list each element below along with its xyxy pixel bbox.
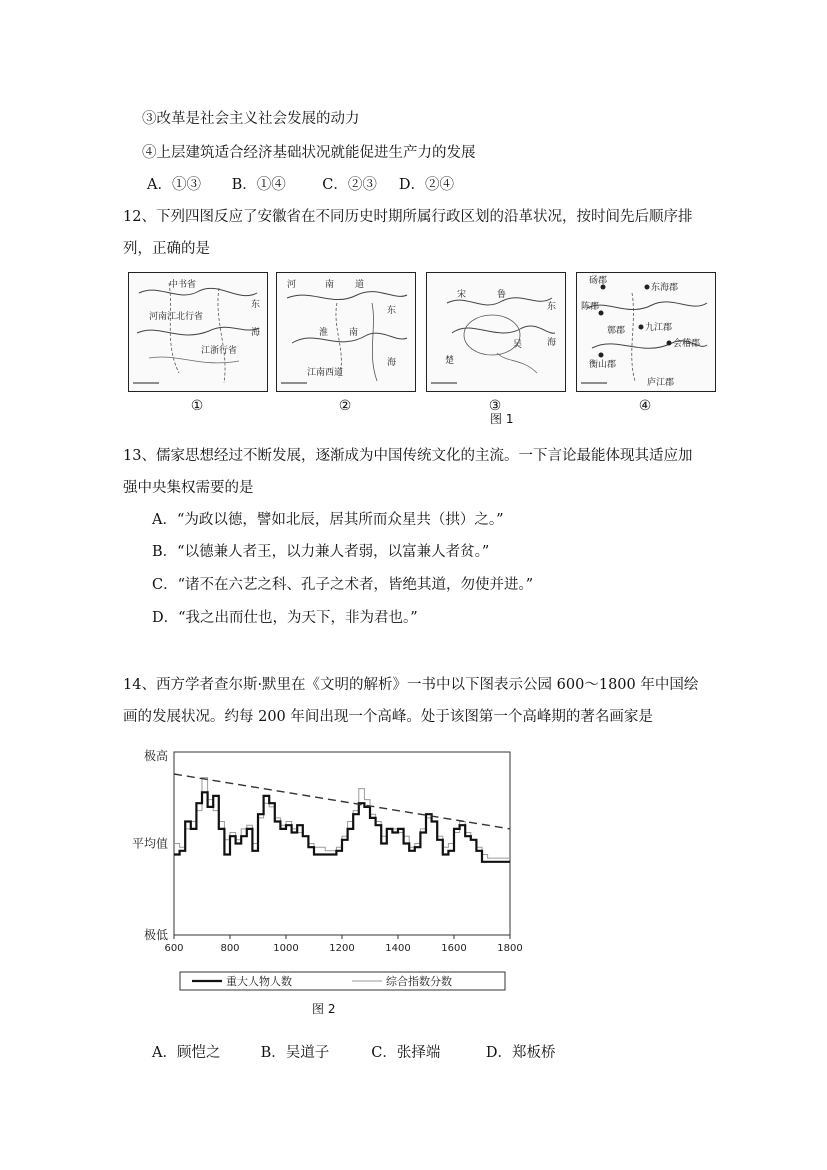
map2-label-8: 海: [387, 358, 397, 368]
x-tick-label-1400: 1400: [385, 943, 411, 954]
q11-option-c[interactable]: C．②③: [322, 177, 377, 193]
q14-option-c[interactable]: C．张择端: [371, 1045, 441, 1061]
q11-option-a[interactable]: A．①③: [147, 177, 201, 193]
map4-label-3: 陈郡: [581, 302, 600, 312]
map3-label-1: 宋: [457, 290, 467, 300]
figure-1-maps: [128, 272, 701, 426]
figure-2-caption: 图 2: [312, 1002, 336, 1016]
legend-label-0: 重大人物人数: [226, 975, 292, 988]
map-4: [576, 272, 716, 392]
q13-option-a[interactable]: A．“为政以德，譬如北辰，居其所而众星共（拱）之。”: [152, 512, 504, 528]
map-3: [426, 272, 566, 392]
q11-option-b[interactable]: B．①④: [231, 177, 286, 193]
x-tick-label-1000: 1000: [273, 943, 299, 954]
map2-label-2: 南: [325, 280, 335, 290]
q13-option-d[interactable]: D．“我之出而仕也，为天下，非为君也。”: [152, 610, 418, 626]
map2-label-5: 南: [349, 328, 359, 338]
map3-label-2: 鲁: [497, 290, 507, 300]
map1-label-1: 中书省: [169, 280, 197, 290]
series-line-2: [174, 774, 510, 829]
map1-label-5: 海: [251, 328, 261, 338]
q11-options: [147, 173, 454, 194]
map-1: [128, 272, 268, 392]
y-label-0: 极高: [143, 749, 168, 763]
map1-label-2: 河南江北行省: [149, 312, 204, 322]
map4-label-2: 东海郡: [651, 283, 679, 293]
map3-label-3: 吴: [513, 340, 523, 350]
q13-stem-line1: 13、儒家思想经过不断发展，逐渐成为中国传统文化的主流。一下言论最能体现其适应加: [123, 448, 693, 464]
map2-label-3: 道: [355, 280, 365, 290]
q13-stem-line2: 强中央集权需要的是: [123, 480, 254, 496]
map1-label-3: 江浙行省: [201, 346, 238, 356]
q14-stem-line2: 画的发展状况。约每 200 年间出现一个高峰。处于该图第一个高峰期的著名画家是: [123, 709, 653, 725]
map2-label-4: 淮: [319, 328, 329, 338]
map-2-number: ②: [338, 398, 352, 414]
map3-label-4: 楚: [445, 356, 455, 366]
q12-stem-line1: 12、下列四图反应了安徽省在不同历史时期所属行政区划的沿革状况，按时间先后顺序排: [123, 209, 693, 225]
q14-stem-line1: 14、西方学者查尔斯·默里在《文明的解析》一书中以下图表示公园 600～1800 年中国绘: [123, 677, 699, 693]
q13-option-c[interactable]: C．“诸不在六艺之科、孔子之术者，皆绝其道，勿使并进。”: [152, 577, 534, 593]
map3-label-6: 海: [547, 338, 557, 348]
q11-item3: ③改革是社会主义社会发展的动力: [142, 111, 360, 127]
q14-options: [152, 1041, 555, 1062]
map-2: [276, 272, 416, 392]
y-label-1: 平均值: [131, 836, 168, 851]
q14-option-a[interactable]: A．顾恺之: [152, 1045, 221, 1061]
map4-label-8: 庐江郡: [647, 378, 675, 388]
map-1-number: ①: [190, 398, 204, 414]
x-tick-label-1200: 1200: [329, 943, 355, 954]
map2-label-1: 河: [287, 280, 297, 290]
q12-stem-line2: 列，正确的是: [123, 241, 210, 257]
map-3-number: ③: [488, 398, 502, 414]
q14-option-d[interactable]: D．郑板桥: [485, 1045, 556, 1061]
q14-option-b[interactable]: B．吴道子: [260, 1045, 330, 1061]
map2-label-7: 东: [387, 306, 397, 316]
figure-2-chart: [130, 740, 530, 1020]
map4-label-4: 九江郡: [645, 323, 673, 333]
map1-label-4: 东: [251, 300, 261, 310]
map2-label-6: 江南西道: [307, 368, 344, 378]
figure-1-caption: 图 1: [490, 412, 514, 426]
q11-item4: ④上层建筑适合经济基础状况就能促进生产力的发展: [142, 145, 476, 161]
y-label-2: 极低: [143, 928, 168, 942]
q11-option-d[interactable]: D．②④: [398, 177, 454, 193]
map4-label-1: 砀郡: [589, 276, 608, 286]
x-tick-label-600: 600: [164, 943, 184, 954]
x-tick-label-1800: 1800: [497, 943, 523, 954]
map4-label-6: 会稽郡: [673, 339, 701, 349]
map3-label-5: 东: [547, 302, 557, 312]
x-tick-label-1600: 1600: [441, 943, 467, 954]
map-4-number: ④: [638, 398, 652, 414]
legend-label-1: 综合指数分数: [386, 975, 452, 988]
map4-label-7: 鄣郡: [607, 326, 626, 336]
figure-2-svg: [130, 740, 530, 1020]
x-tick-label-800: 800: [220, 943, 240, 954]
q13-option-b[interactable]: B．“以德兼人者王，以力兼人者弱，以富兼人者贫。”: [152, 544, 490, 560]
map4-label-5: 衡山郡: [589, 360, 617, 370]
